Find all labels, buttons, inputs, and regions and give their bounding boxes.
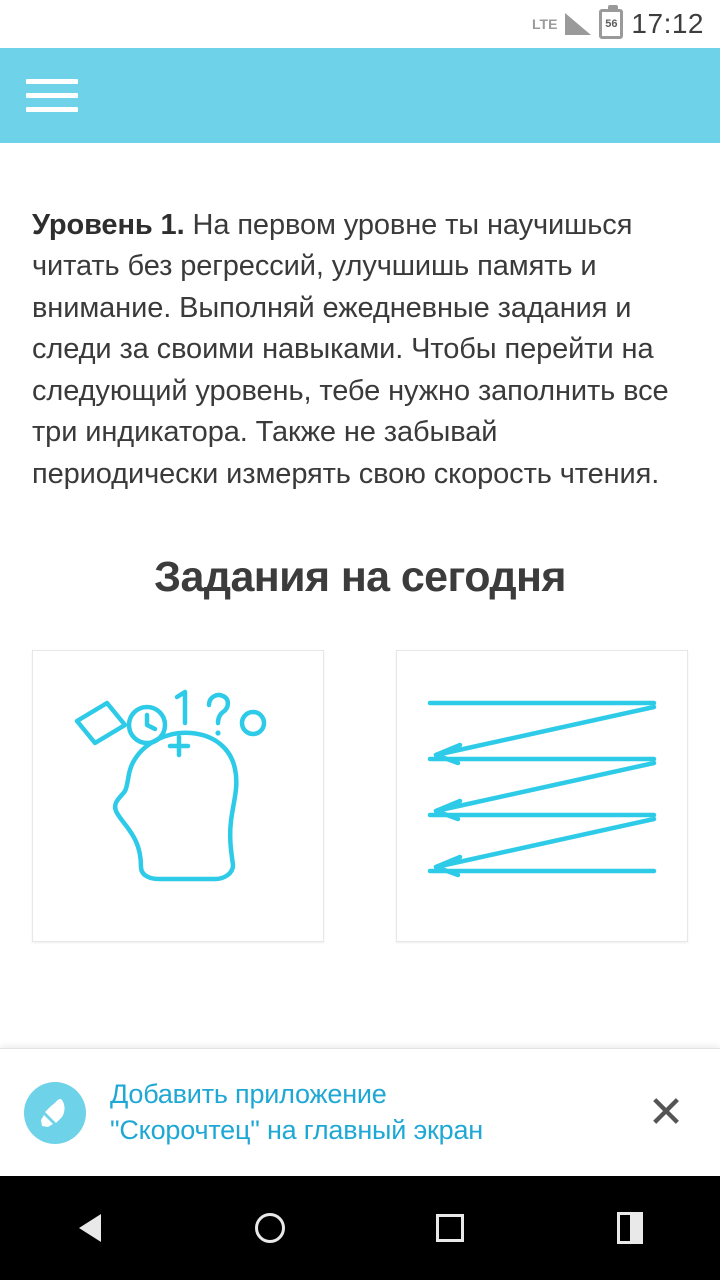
app-logo-icon [24, 1082, 86, 1144]
home-circle-icon [255, 1213, 285, 1243]
split-screen-button[interactable] [570, 1176, 690, 1280]
head-with-thoughts-icon [63, 681, 293, 911]
level-label: Уровень 1. [32, 209, 185, 241]
network-status [532, 17, 557, 32]
status-bar [0, 0, 720, 48]
back-triangle-icon [79, 1214, 101, 1242]
signal-bars-icon [565, 13, 591, 35]
banner-message [110, 1077, 636, 1149]
level-description: На первом уровне ты научишься читать без регрессий, улучшишь память и внимание. Выполняй ежедневные задания и следи за своими навыками. Чтобы перейти на следующий уровень, тебе нужно заполнить все три индикатора. Также не забывай периодически измерять свою скорость чтения. [32, 209, 669, 490]
android-navigation-bar [0, 1176, 720, 1280]
battery-icon [599, 9, 623, 39]
task-card-zigzag-reading[interactable] [396, 650, 688, 942]
recents-square-icon [436, 1214, 464, 1242]
battery-percent-label: 56 [605, 18, 618, 30]
split-screen-icon [617, 1212, 643, 1244]
close-icon[interactable]: ✕ [647, 1087, 685, 1137]
rocket-glyph-icon [35, 1093, 75, 1133]
page-title: Задания на сегодня [154, 553, 566, 602]
network-type-label: LTE [532, 15, 558, 32]
page-content [0, 143, 720, 1068]
add-to-homescreen-banner[interactable] [0, 1048, 720, 1176]
task-card-memory-attention[interactable] [32, 650, 324, 942]
status-bar-clock: 17:12 [631, 8, 704, 39]
back-button[interactable] [30, 1176, 150, 1280]
zigzag-arrows-icon [422, 681, 662, 911]
hamburger-menu-icon[interactable] [26, 76, 78, 116]
app-bar [0, 48, 720, 143]
level-intro-paragraph [32, 205, 688, 495]
recents-button[interactable] [390, 1176, 510, 1280]
banner-message-line2: "Скорочтец" на главный экран [110, 1114, 483, 1145]
task-card-list [32, 650, 688, 942]
banner-message-line1: Добавить приложение [110, 1078, 387, 1109]
home-button[interactable] [210, 1176, 330, 1280]
